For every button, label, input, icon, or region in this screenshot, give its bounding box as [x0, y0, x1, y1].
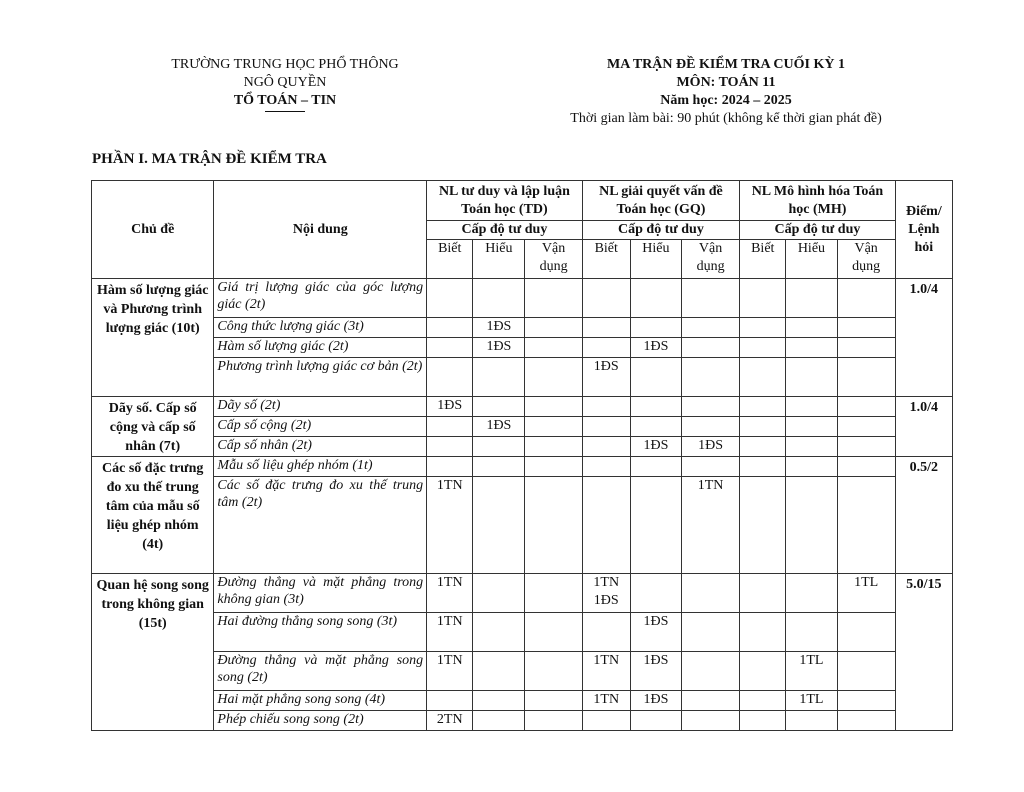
school-name-line1: TRƯỜNG TRUNG HỌC PHỔ THÔNG [171, 57, 399, 72]
matrix-cell [582, 417, 630, 437]
level-van-dung: Vận dụng [837, 240, 895, 279]
school-name-line2: NGÔ QUYỀN [243, 75, 327, 90]
matrix-cell [630, 279, 681, 318]
matrix-cell [740, 574, 786, 613]
content-cell: Hàm số lượng giác (2t) [214, 338, 427, 358]
matrix-cell [682, 279, 740, 318]
matrix-cell: 1ĐS [630, 338, 681, 358]
matrix-cell [473, 279, 525, 318]
matrix-cell [473, 691, 525, 711]
matrix-cell: 1ĐS [630, 437, 681, 457]
level-van-dung: Vận dụng [525, 240, 582, 279]
matrix-cell [525, 652, 582, 691]
matrix-cell [740, 477, 786, 574]
matrix-cell: 2TN [427, 711, 473, 731]
matrix-cell [786, 437, 837, 457]
matrix-cell [525, 397, 582, 417]
matrix-cell [786, 397, 837, 417]
matrix-cell [630, 477, 681, 574]
group-header-gq: NL giải quyết vấn đề Toán học (GQ) [582, 181, 740, 221]
table-row [92, 652, 953, 691]
matrix-cell [525, 691, 582, 711]
col-header-content: Nội dung [214, 181, 427, 279]
matrix-cell [682, 338, 740, 358]
matrix-cell [582, 613, 630, 652]
matrix-cell [837, 338, 895, 358]
matrix-cell [630, 417, 681, 437]
matrix-cell [837, 437, 895, 457]
matrix-cell [740, 457, 786, 477]
table-row [92, 338, 953, 358]
exam-header [520, 56, 932, 128]
section-title: PHẦN I. MA TRẬN ĐỀ KIỂM TRA [92, 151, 327, 167]
content-cell: Phép chiếu song song (2t) [214, 711, 427, 731]
matrix-cell [786, 417, 837, 437]
matrix-cell [786, 338, 837, 358]
matrix-cell: 1TN [582, 652, 630, 691]
matrix-cell [682, 613, 740, 652]
matrix-cell [786, 358, 837, 397]
table-row [92, 318, 953, 338]
matrix-cell: 1ĐS [473, 318, 525, 338]
matrix-cell [473, 437, 525, 457]
matrix-cell [427, 437, 473, 457]
table-row [92, 457, 953, 477]
matrix-cell [837, 613, 895, 652]
table-row [92, 437, 953, 457]
matrix-cell [525, 457, 582, 477]
table-row [92, 691, 953, 711]
group-header-td: NL tư duy và lập luận Toán học (TD) [427, 181, 583, 221]
matrix-cell [682, 318, 740, 338]
matrix-cell [740, 417, 786, 437]
level-header-gq: Cấp độ tư duy [582, 221, 740, 240]
exam-duration: Thời gian làm bài: 90 phút (không kể thời gian phát đề) [570, 111, 882, 126]
matrix-cell [740, 397, 786, 417]
matrix-cell [427, 457, 473, 477]
matrix-cell [427, 318, 473, 338]
matrix-cell [525, 613, 582, 652]
table-row [92, 279, 953, 318]
matrix-cell [786, 613, 837, 652]
col-header-topic: Chủ đề [92, 181, 214, 279]
matrix-cell [630, 711, 681, 731]
matrix-cell [525, 574, 582, 613]
content-cell: Đường thẳng và mặt phẳng song song (2t) [214, 652, 427, 691]
matrix-cell [582, 477, 630, 574]
matrix-cell [740, 652, 786, 691]
matrix-cell: 1TN [427, 652, 473, 691]
matrix-cell [740, 437, 786, 457]
matrix-cell [740, 318, 786, 338]
header-divider [265, 111, 305, 112]
matrix-cell: 1ĐS [682, 437, 740, 457]
score-cell: 1.0/4 [895, 397, 952, 457]
matrix-cell [630, 358, 681, 397]
matrix-cell [582, 338, 630, 358]
level-header-td: Cấp độ tư duy [427, 221, 583, 240]
matrix-cell [473, 574, 525, 613]
matrix-cell [786, 279, 837, 318]
matrix-cell [837, 358, 895, 397]
matrix-cell [427, 417, 473, 437]
content-cell: Cấp số cộng (2t) [214, 417, 427, 437]
matrix-cell [427, 338, 473, 358]
matrix-cell: 1ĐS [473, 417, 525, 437]
matrix-cell [837, 397, 895, 417]
level-van-dung: Vận dụng [682, 240, 740, 279]
table-row [92, 711, 953, 731]
content-cell: Mẫu số liệu ghép nhóm (1t) [214, 457, 427, 477]
matrix-cell [740, 711, 786, 731]
level-hieu: Hiểu [630, 240, 681, 279]
table-row [92, 417, 953, 437]
matrix-cell [630, 574, 681, 613]
matrix-cell [525, 358, 582, 397]
matrix-cell [837, 652, 895, 691]
matrix-cell [582, 318, 630, 338]
content-cell: Giá trị lượng giác của góc lượng giác (2t) [214, 279, 427, 318]
matrix-cell [786, 318, 837, 338]
exam-title: MA TRẬN ĐỀ KIỂM TRA CUỐI KỲ 1 [607, 57, 845, 72]
matrix-cell [740, 358, 786, 397]
matrix-cell [682, 417, 740, 437]
matrix-cell: 1TL [837, 574, 895, 613]
exam-subject: MÔN: TOÁN 11 [676, 75, 776, 90]
topic-cell: Dãy số. Cấp số cộng và cấp số nhân (7t) [92, 397, 214, 457]
level-hieu: Hiểu [786, 240, 837, 279]
matrix-cell [525, 417, 582, 437]
content-cell: Công thức lượng giác (3t) [214, 318, 427, 338]
level-biet: Biết [582, 240, 630, 279]
matrix-cell [786, 477, 837, 574]
matrix-cell [837, 318, 895, 338]
matrix-cell [837, 457, 895, 477]
matrix-cell [682, 574, 740, 613]
matrix-cell [525, 437, 582, 457]
matrix-body [92, 279, 953, 731]
col-header-score: Điểm/ Lệnh hỏi [895, 181, 952, 279]
table-row [92, 613, 953, 652]
matrix-cell [630, 318, 681, 338]
matrix-cell [473, 711, 525, 731]
matrix-cell: 1TL [786, 652, 837, 691]
matrix-cell [682, 691, 740, 711]
matrix-cell: 1TN [682, 477, 740, 574]
matrix-cell [786, 574, 837, 613]
matrix-cell [525, 338, 582, 358]
matrix-cell [473, 652, 525, 691]
topic-cell: Quan hệ song song trong không gian (15t) [92, 574, 214, 731]
matrix-cell: 1ĐS [473, 338, 525, 358]
matrix-cell [740, 613, 786, 652]
matrix-cell [786, 457, 837, 477]
content-cell: Đường thẳng và mặt phẳng trong không gian (3t) [214, 574, 427, 613]
score-cell: 0.5/2 [895, 457, 952, 574]
matrix-cell [473, 397, 525, 417]
exam-matrix-table [91, 180, 953, 731]
matrix-cell [837, 477, 895, 574]
matrix-cell: 1ĐS [630, 652, 681, 691]
matrix-cell: 1ĐS [427, 397, 473, 417]
matrix-cell [525, 711, 582, 731]
matrix-cell [582, 279, 630, 318]
matrix-cell [427, 358, 473, 397]
group-header-mh: NL Mô hình hóa Toán học (MH) [740, 181, 896, 221]
matrix-cell [582, 457, 630, 477]
content-cell: Hai mặt phẳng song song (4t) [214, 691, 427, 711]
school-year: Năm học: 2024 – 2025 [660, 93, 792, 108]
matrix-cell: 1ĐS [630, 613, 681, 652]
matrix-cell [630, 397, 681, 417]
matrix-cell: 1TN 1ĐS [582, 574, 630, 613]
table-row [92, 358, 953, 397]
topic-cell: Các số đặc trưng đo xu thế trung tâm của mẫu số liệu ghép nhóm (4t) [92, 457, 214, 574]
score-cell: 1.0/4 [895, 279, 952, 397]
matrix-cell [582, 437, 630, 457]
table-row [92, 477, 953, 574]
matrix-cell [525, 477, 582, 574]
table-row [92, 397, 953, 417]
matrix-cell [427, 691, 473, 711]
matrix-cell: 1TN [582, 691, 630, 711]
matrix-cell [682, 397, 740, 417]
level-header-mh: Cấp độ tư duy [740, 221, 896, 240]
content-cell: Cấp số nhân (2t) [214, 437, 427, 457]
matrix-cell [837, 691, 895, 711]
matrix-cell [630, 457, 681, 477]
matrix-cell: 1TN [427, 477, 473, 574]
matrix-cell [525, 279, 582, 318]
content-cell: Phương trình lượng giác cơ bản (2t) [214, 358, 427, 397]
matrix-cell [740, 279, 786, 318]
table-row [92, 574, 953, 613]
matrix-cell [837, 417, 895, 437]
matrix-cell [427, 279, 473, 318]
matrix-cell [525, 318, 582, 338]
matrix-cell [582, 711, 630, 731]
matrix-cell: 1TN [427, 613, 473, 652]
matrix-cell: 1ĐS [630, 691, 681, 711]
content-cell: Hai đường thẳng song song (3t) [214, 613, 427, 652]
matrix-cell [473, 477, 525, 574]
matrix-cell [740, 691, 786, 711]
matrix-cell: 1TL [786, 691, 837, 711]
matrix-cell [582, 397, 630, 417]
school-header [130, 56, 440, 112]
level-biet: Biết [427, 240, 473, 279]
score-cell: 5.0/15 [895, 574, 952, 731]
matrix-cell [837, 279, 895, 318]
content-cell: Dãy số (2t) [214, 397, 427, 417]
matrix-cell [682, 652, 740, 691]
level-hieu: Hiểu [473, 240, 525, 279]
matrix-cell [682, 457, 740, 477]
content-cell: Các số đặc trưng đo xu thế trung tâm (2t) [214, 477, 427, 574]
matrix-cell [473, 457, 525, 477]
matrix-cell [473, 358, 525, 397]
matrix-cell [786, 711, 837, 731]
department-name: TỔ TOÁN – TIN [233, 93, 337, 108]
topic-cell: Hàm số lượng giác và Phương trình lượng giác (10t) [92, 279, 214, 397]
matrix-cell [740, 338, 786, 358]
matrix-cell [682, 711, 740, 731]
matrix-cell [682, 358, 740, 397]
matrix-cell: 1ĐS [582, 358, 630, 397]
matrix-cell [473, 613, 525, 652]
level-biet: Biết [740, 240, 786, 279]
matrix-cell [837, 711, 895, 731]
matrix-cell: 1TN [427, 574, 473, 613]
